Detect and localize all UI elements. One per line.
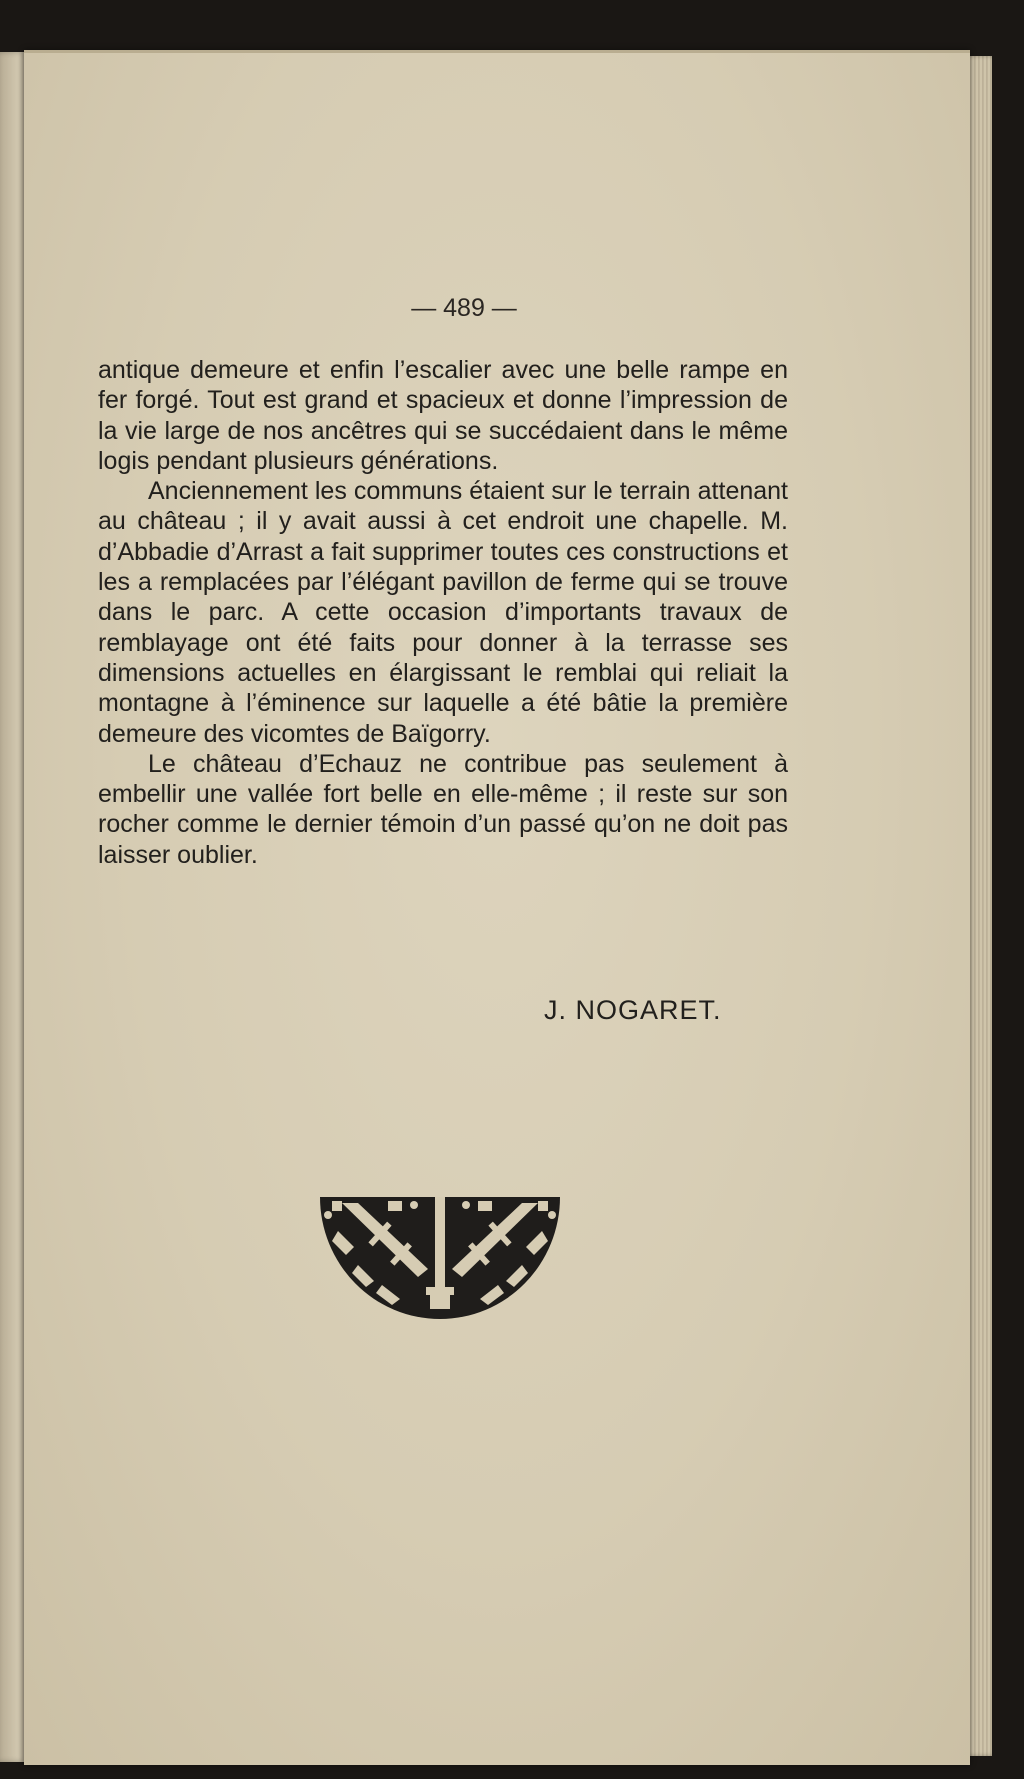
- paragraph-1: antique demeure et enfin l’escalier avec une belle rampe en fer forgé. Tout est grand et spacieux et donne l’impression de la vie large de nos ancêtres qui se succédaient dans le même logis pendant plusieurs générations.: [98, 356, 788, 475]
- author-signature: J. NOGARET.: [544, 995, 722, 1025]
- paragraph-3: Le château d’Echauz ne contribue pas seulement à embellir une vallée fort belle en elle-même ; il reste sur son rocher comme le dernier témoin d’un passé qu’on ne doit pas laisser oublier.: [98, 749, 788, 869]
- ornament-icon: [318, 1195, 562, 1321]
- body-text: [98, 355, 788, 870]
- paragraph-2: Anciennement les communs étaient sur le terrain attenant au château ; il y avait aussi à cet endroit une chapelle. M. d’Abbadie d’Arrast a fait supprimer toutes ces constructions et les a remplacées par l’élégant pavillon de ferme qui se trouve dans le parc. A cette occasion d’importants travaux de remblayage ont été faits pour donner à la terrasse ses dimensions actuelles en élargissant le remblai qui reliait la montagne à l’éminence sur laquelle a été bâtie la première demeure des vicomtes de Baïgorry.: [98, 477, 788, 748]
- page-number: — 489 —: [411, 294, 517, 322]
- left-page-edge: [0, 52, 26, 1762]
- book-page: [24, 50, 970, 1765]
